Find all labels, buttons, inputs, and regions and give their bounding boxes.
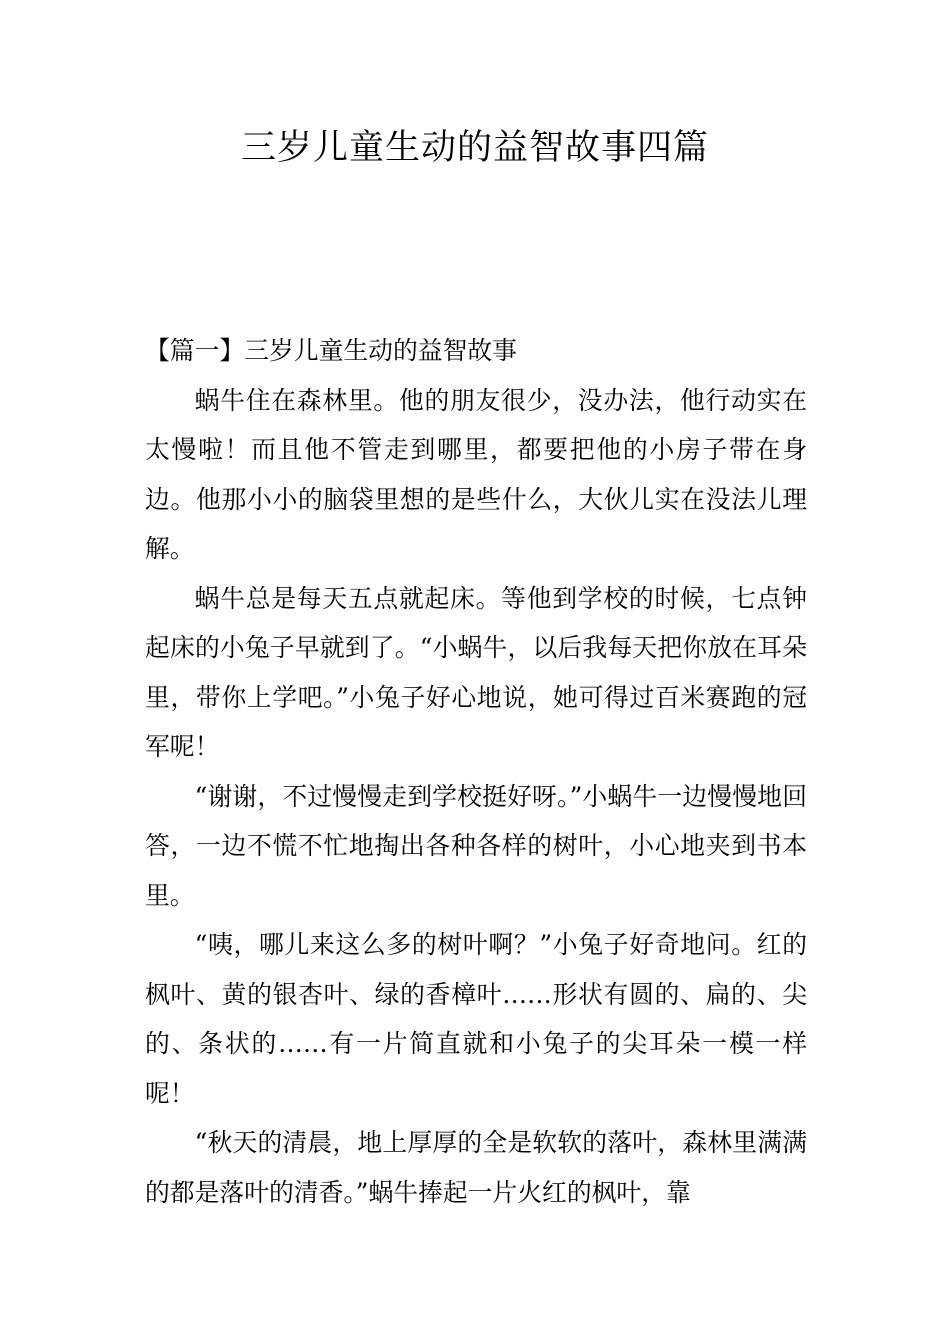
document-title: 三岁儿童生动的益智故事四篇 xyxy=(240,128,709,168)
document-body xyxy=(145,326,807,1217)
paragraph: 蜗牛住在森林里。他的朋友很少，没办法，他行动实在太慢啦！而且他不管走到哪里，都要把他的小房子带在身边。他那小小的脑袋里想的是些什么，大伙儿实在没法儿理解。 xyxy=(145,385,807,563)
paragraph: “秋天的清晨，地上厚厚的全是软软的落叶，森林里满满的都是落叶的清香。”蜗牛捧起一片火红的枫叶，靠 xyxy=(145,1128,807,1207)
paragraph: “谢谢，不过慢慢走到学校挺好呀。”小蜗牛一边慢慢地回答，一边不慌不忙地掏出各种各样的树叶，小心地夹到书本里。 xyxy=(145,781,807,910)
paragraph: “咦，哪儿来这么多的树叶啊？”小兔子好奇地问。红的枫叶、黄的银杏叶、绿的香樟叶……形状有圆的、扁的、尖的、条状的……有一片简直就和小兔子的尖耳朵一模一样呢！ xyxy=(145,930,807,1108)
paragraph: 蜗牛总是每天五点就起床。等他到学校的时候，七点钟起床的小兔子早就到了。“小蜗牛，以后我每天把你放在耳朵里，带你上学吧。”小兔子好心地说，她可得过百米赛跑的冠军呢！ xyxy=(145,583,807,761)
section-heading: 【篇一】三岁儿童生动的益智故事 xyxy=(145,336,517,365)
